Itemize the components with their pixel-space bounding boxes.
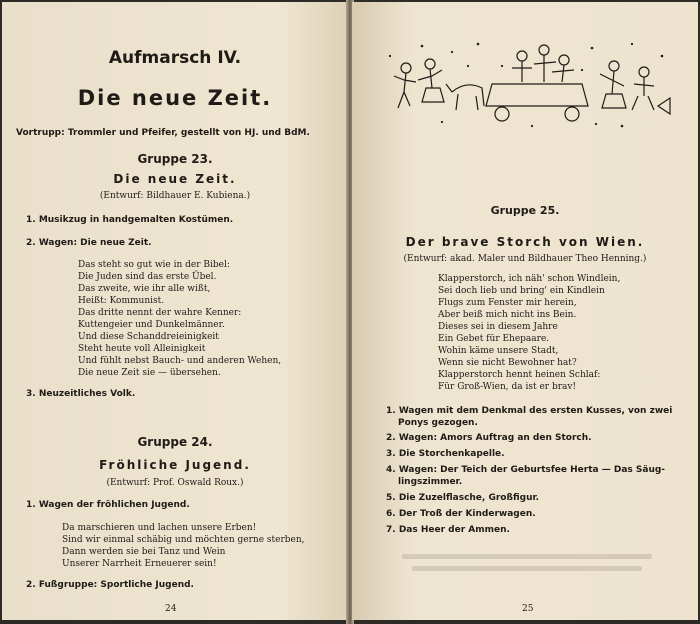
gruppe-25-item-2: 2. Wagen: Amors Auftrag an den Storch. (386, 433, 592, 443)
verse-line: Kuttengeier und Dunkelmänner. (78, 320, 225, 330)
gruppe-23-title: Die neue Zeit. (113, 172, 237, 186)
verse-line: Steht heute voll Alleinigkeit (78, 344, 206, 354)
gruppe-25-item-4-cont: lingszimmer. (398, 477, 463, 487)
gruppe-25-item-3: 3. Die Storchenkapelle. (386, 449, 505, 459)
gruppe-24-item-1: 1. Wagen der fröhlichen Jugend. (26, 500, 190, 510)
verse-line: Das dritte nennt der wahre Kenner: (78, 308, 242, 318)
show-through-text (392, 550, 662, 584)
gruppe-24-credit: (Entwurf: Prof. Oswald Roux.) (106, 478, 244, 488)
right-page (352, 2, 698, 620)
verse-line: Unserer Narrheit Erneuerer sein! (62, 559, 217, 569)
verse-line: Klapperstorch, ich näh' schon Windlein, (438, 274, 621, 284)
verse-line: Die neue Zeit sie — übersehen. (78, 368, 221, 378)
parade-illustration (382, 36, 672, 132)
verse-line: Aber beiß mich nicht ins Bein. (438, 310, 577, 320)
verse-line: Heißt: Kommunist. (78, 296, 165, 306)
gruppe-25-item-4: 4. Wagen: Der Teich der Geburtsfee Herta — Das Säug- (386, 465, 666, 475)
page-title: Die neue Zeit. (77, 86, 273, 110)
verse-line: Das steht so gut wie in der Bibel: (78, 260, 230, 270)
gruppe-23-item-1: 1. Musikzug in handgemalten Kostümen. (26, 215, 234, 225)
vortrupp-line: Vortrupp: Trommler und Pfeifer, gestellt von HJ. und BdM. (16, 128, 310, 138)
gruppe-23-item-2: 2. Wagen: Die neue Zeit. (26, 238, 152, 248)
verse-line: Dann werden sie bei Tanz und Wein (62, 547, 226, 557)
gruppe-24-title: Fröhliche Jugend. (99, 458, 251, 472)
verse-line: Und fühlt nebst Bauch- und anderen Wehen, (78, 356, 282, 366)
gruppe-24-label: Gruppe 24. (137, 435, 213, 449)
left-page (2, 2, 348, 620)
verse-line: Flugs zum Fenster mir herein, (438, 298, 577, 308)
verse-line: Da marschieren und lachen unsere Erben! (62, 523, 257, 533)
verse-line: Für Groß-Wien, da ist er brav! (438, 382, 577, 392)
gruppe-23-label: Gruppe 23. (137, 152, 213, 166)
gruppe-25-item-1-cont: Ponys gezogen. (398, 418, 478, 428)
verse-line: Sind wir einmal schäbig und möchten gerne sterben, (62, 535, 305, 545)
verse-line: Und diese Schanddreieinigkeit (78, 332, 219, 342)
gruppe-23-credit: (Entwurf: Bildhauer E. Kubiena.) (99, 191, 251, 201)
verse-line: Das zweite, wie ihr alle wißt, (78, 284, 211, 294)
verse-line: Ein Gebet für Ehepaare. (438, 334, 550, 344)
gruppe-23-item-3: 3. Neuzeitliches Volk. (26, 389, 136, 399)
gruppe-24-item-2: 2. Fußgruppe: Sportliche Jugend. (26, 580, 194, 590)
page-number: 25 (522, 604, 534, 614)
gruppe-25-item-6: 6. Der Troß der Kinderwagen. (386, 509, 536, 519)
gruppe-25-item-5: 5. Die Zuzelflasche, Großfigur. (386, 493, 540, 503)
gruppe-25-item-1: 1. Wagen mit dem Denkmal des ersten Kusses, von zwei (386, 406, 673, 416)
gruppe-25-item-7: 7. Das Heer der Ammen. (386, 525, 510, 535)
verse-line: Sei doch lieb und bring' ein Kindlein (438, 286, 605, 296)
verse-line: Klapperstorch hennt heinen Schlaf: (438, 370, 601, 380)
verse-line: Dieses sei in diesem Jahre (438, 322, 558, 332)
verse-line: Die Juden sind das erste Übel. (78, 272, 217, 282)
aufmarsch-heading: Aufmarsch IV. (108, 48, 242, 68)
verse-line: Wohin käme unsere Stadt, (438, 346, 559, 356)
gruppe-25-title: Der brave Storch von Wien. (405, 235, 645, 249)
gruppe-25-credit: (Entwurf: akad. Maler und Bildhauer Theo Henning.) (403, 254, 647, 264)
page-number: 24 (165, 604, 177, 614)
verse-line: Wenn sie nicht Bewohner hat? (438, 358, 577, 368)
gruppe-25-label: Gruppe 25. (490, 204, 560, 217)
